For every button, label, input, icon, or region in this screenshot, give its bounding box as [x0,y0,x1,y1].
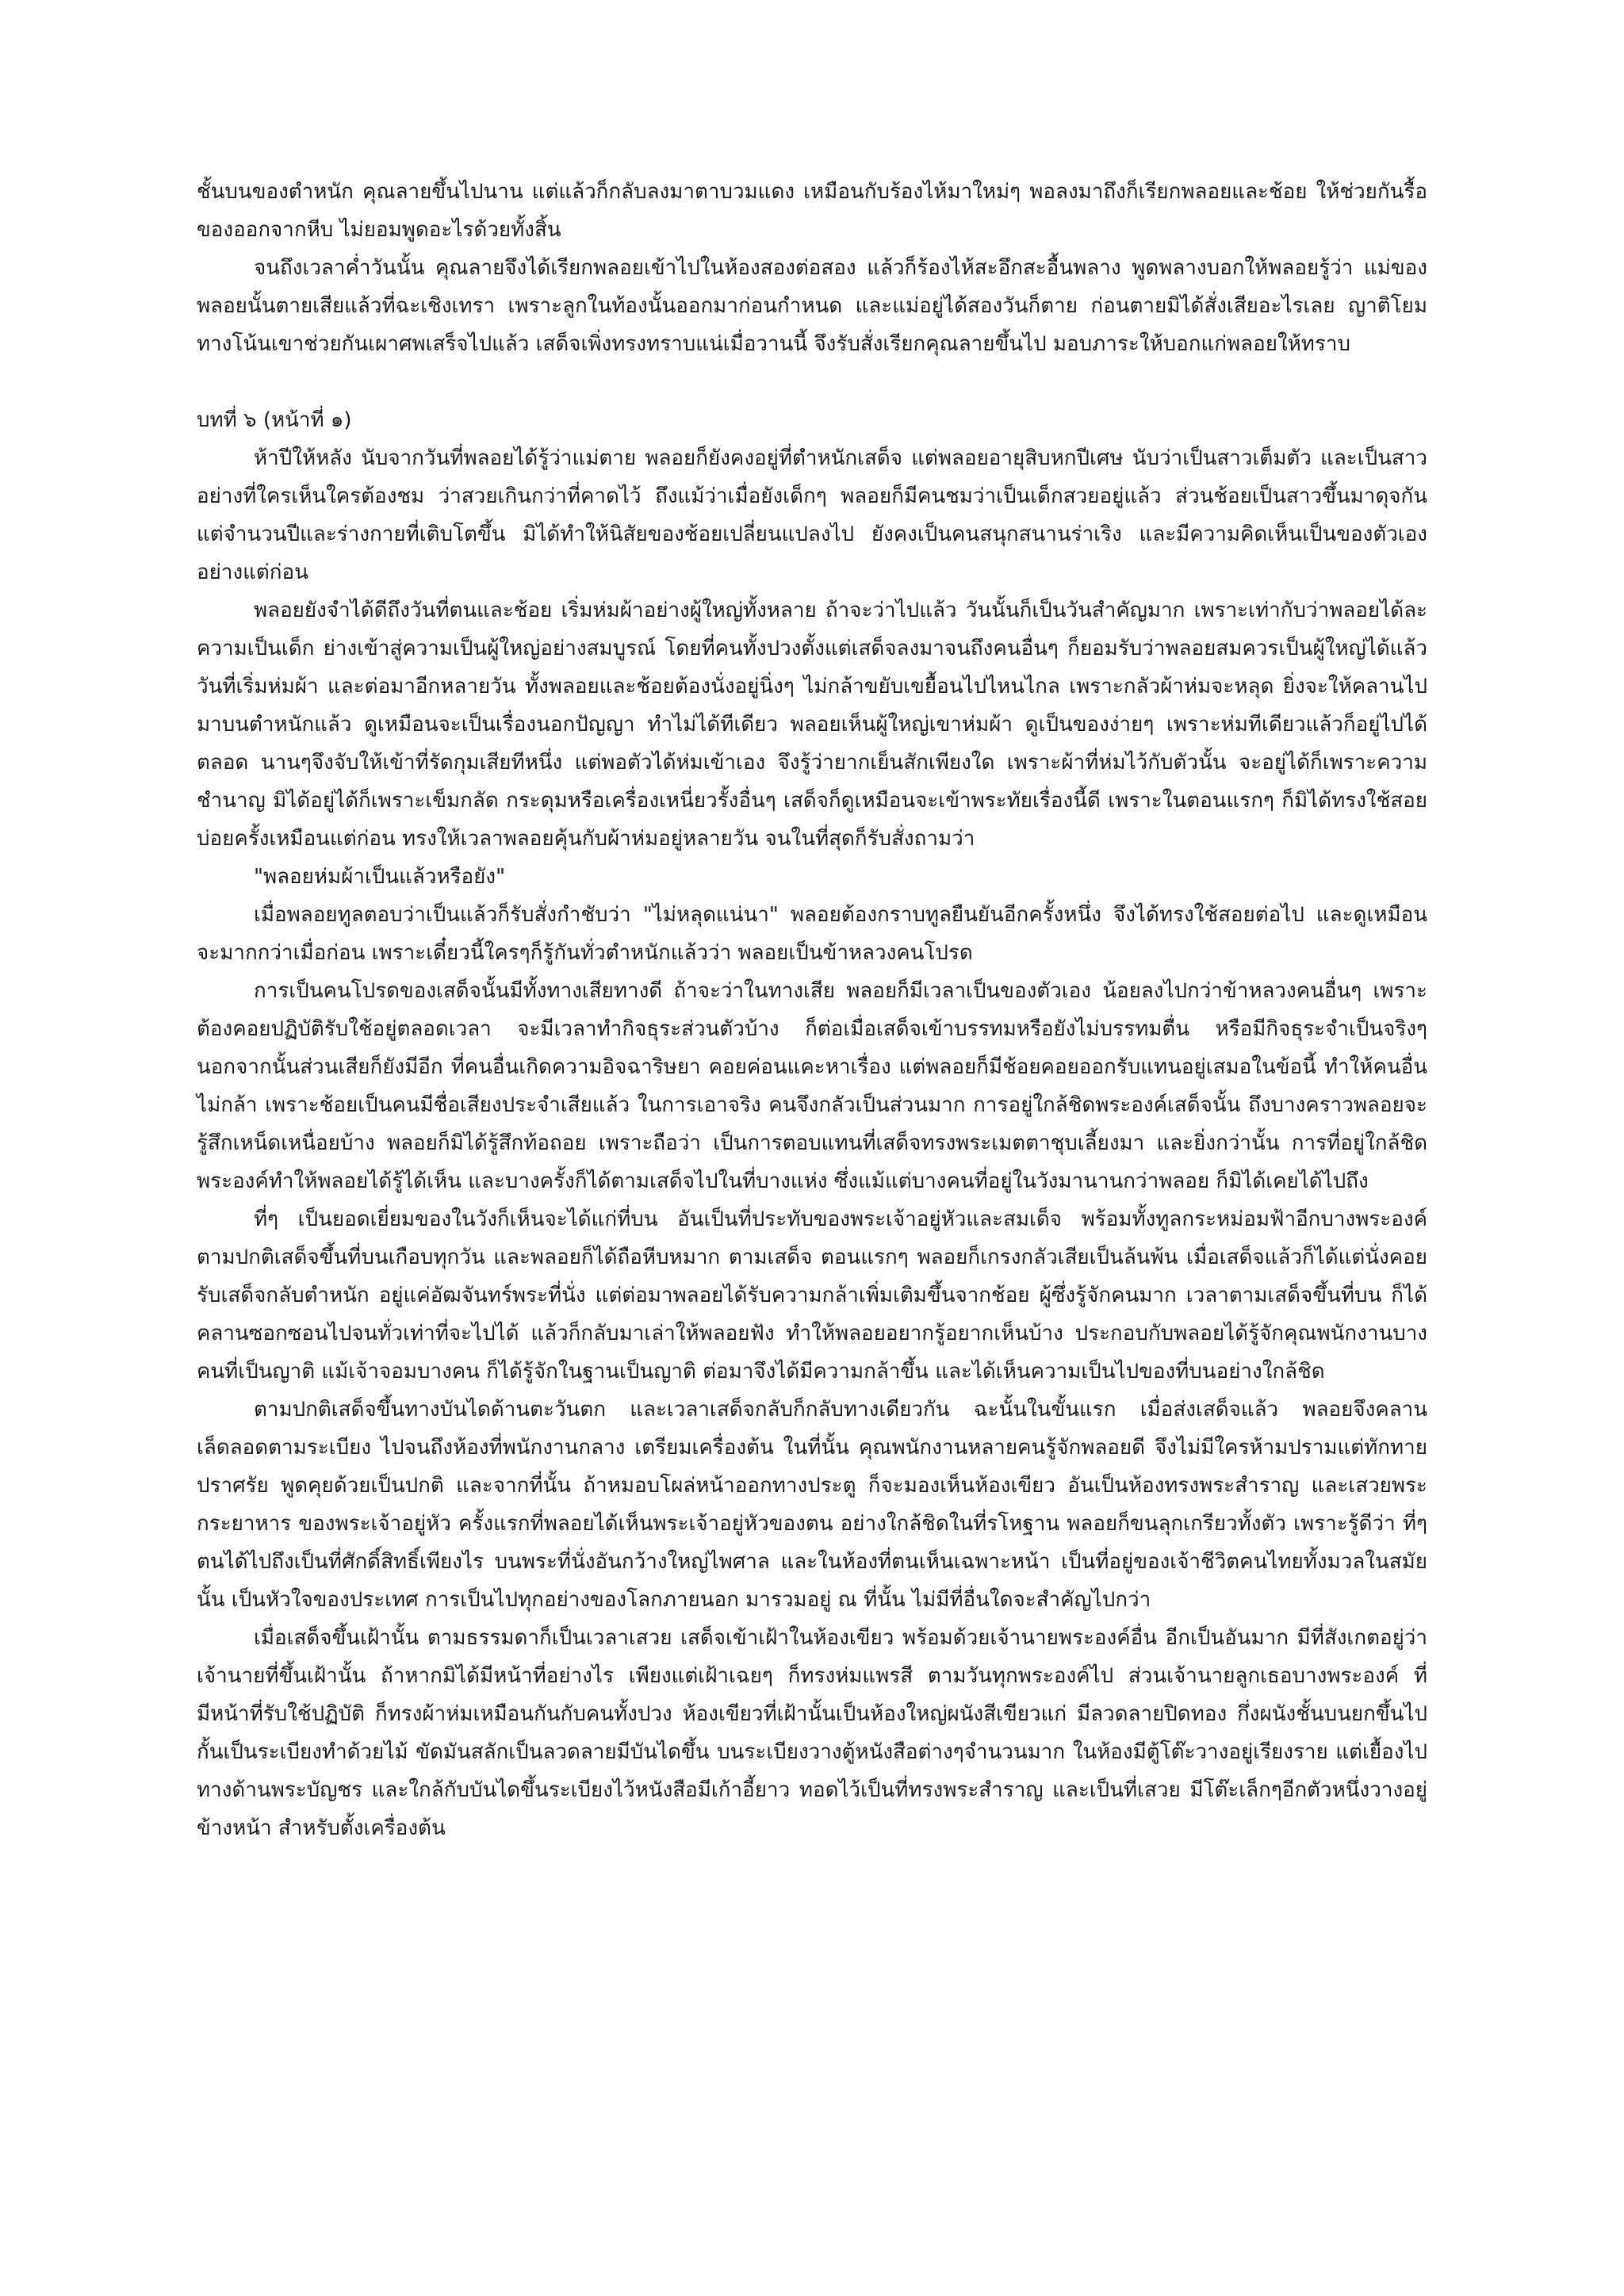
dialogue-line: "พลอยห่มผ้าเป็นแล้วหรือยัง" [254,865,506,889]
document-page [197,173,1427,1847]
paragraph: ตามปกติเสด็จขึ้นทางบันไดด้านตะวันตก และเวลาเสด็จกลับก็กลับทางเดียวกัน ฉะนั้นในขั้นแรก เมื่อส่งเสด็จแล้ว พลอยจึงคลานเล็ดลอดตามระเบียง ไปจนถึงห้องที่พนักงานกลาง เตรียมเครื่องต้น ในที่นั้น คุณพนักงานหลายคนรู้จักพลอยดี จึงไม่มีใครห้ามปรามแต่ทักทายปราศรัย พูดคุยด้วยเป็นปกติ และจากที่นั้น ถ้าหมอบโผล่หน้าออกทางประตู ก็จะมองเห็นห้องเขียว อันเป็นห้องทรงพระสำราญ และเสวยพระกระยาหาร ของพระเจ้าอยู่หัว ครั้งแรกที่พลอยได้เห็นพระเจ้าอยู่หัวของตน อย่างใกล้ชิดในที่รโหฐาน พลอยก็ขนลุกเกรียวทั้งตัว เพราะรู้ดีว่า ที่ๆตนได้ไปถึงเป็นที่ศักดิ์สิทธิ์เพียงไร บนพระที่นั่งอันกว้างใหญ่ไพศาล และในห้องที่ตนเห็นเฉพาะหน้า เป็นที่อยู่ของเจ้าชีวิตคนไทยทั้งมวลในสมัยนั้น เป็นหัวใจของประเทศ การเป็นไปทุกอย่างของโลกภายนอก มารวมอยู่ ณ ที่นั้น ไม่มีที่อื่นใดจะสำคัญไปกว่า [197,1398,1427,1612]
chapter-heading: บทที่ ๖ (หน้าที่ ๑) [197,408,352,432]
paragraph: เมื่อเสด็จขึ้นเฝ้านั้น ตามธรรมดาก็เป็นเวลาเสวย เสด็จเข้าเฝ้าในห้องเขียว พร้อมด้วยเจ้านายพระองค์อื่น อีกเป็นอันมาก มีที่สังเกตอยู่ว่าเจ้านายที่ขึ้นเฝ้านั้น ถ้าหากมิได้มีหน้าที่อย่างไร เพียงแต่เฝ้าเฉยๆ ก็ทรงห่มแพรสี ตามวันทุกพระองค์ไป ส่วนเจ้านายลูกเธอบางพระองค์ ที่มีหน้าที่รับใช้ปฏิบัติ ก็ทรงผ้าห่มเหมือนกันกับคนทั้งปวง ห้องเขียวที่เฝ้านั้นเป็นห้องใหญ่ผนังสีเขียวแก่ มีลวดลายปิดทอง กึ่งผนังชั้นบนยกขึ้นไป กั้นเป็นระเบียงทำด้วยไม้ ขัดมันสลักเป็นลวดลายมีบันไดขึ้น บนระเบียงวางตู้หนังสือต่างๆจำนวนมาก ในห้องมีตู้โต๊ะวางอยู่เรียงราย แต่เยื้องไปทางด้านพระบัญชร และใกล้กับบันไดขึ้นระเบียงไว้หนังสือมีเก้าอี้ยาว ทอดไว้เป็นที่ทรงพระสำราญ และเป็นที่เสวย มีโต๊ะเล็กๆอีกตัวหนึ่งวางอยู่ข้างหน้า สำหรับตั้งเครื่องต้น [197,1626,1427,1840]
paragraph-continuation: ชั้นบนของตำหนัก คุณลายขึ้นไปนาน แต่แล้วก็กลับลงมาตาบวมแดง เหมือนกับร้องไห้มาใหม่ๆ พอลงมาถึงก็เรียกพลอยและช้อย ให้ช่วยกันรื้อของออกจากหีบ ไม่ยอมพูดอะไรด้วยทั้งสิ้น [197,180,1427,242]
paragraph: พลอยยังจำได้ดีถึงวันที่ตนและช้อย เริ่มห่มผ้าอย่างผู้ใหญ่ทั้งหลาย ถ้าจะว่าไปแล้ว วันนั้นก็เป็นวันสำคัญมาก เพราะเท่ากับว่าพลอยได้ละความเป็นเด็ก ย่างเข้าสู่ความเป็นผู้ใหญ่อย่างสมบูรณ์ โดยที่คนทั้งปวงตั้งแต่เสด็จลงมาจนถึงคนอื่นๆ ก็ยอมรับว่าพลอยสมควรเป็นผู้ใหญ่ได้แล้ว วันที่เริ่มห่มผ้า และต่อมาอีกหลายวัน ทั้งพลอยและช้อยต้องนั่งอยู่นิ่งๆ ไม่กล้าขยับเขยื้อนไปไหนไกล เพราะกลัวผ้าห่มจะหลุด ยิ่งจะให้คลานไปมาบนตำหนักแล้ว ดูเหมือนจะเป็นเรื่องนอกปัญญา ทำไม่ได้ทีเดียว พลอยเห็นผู้ใหญ่เขาห่มผ้า ดูเป็นของง่ายๆ เพราะห่มทีเดียวแล้วก็อยู่ไปได้ตลอด นานๆจึงจับให้เข้าที่รัดกุมเสียทีหนึ่ง แต่พอตัวได้ห่มเข้าเอง จึงรู้ว่ายากเย็นสักเพียงใด เพราะผ้าที่ห่มไว้กับตัวนั้น จะอยู่ได้ก็เพราะความชำนาญ มิได้อยู่ได้ก็เพราะเข็มกลัด กระดุมหรือเครื่องเหนี่ยวรั้งอื่นๆ เสด็จก็ดูเหมือนจะเข้าพระทัยเรื่องนี้ดี เพราะในตอนแรกๆ ก็มิได้ทรงใช้สอย บ่อยครั้งเหมือนแต่ก่อน ทรงให้เวลาพลอยคุ้นกับผ้าห่มอยู่หลายวัน จนในที่สุดก็รับสั่งถามว่า [197,599,1427,851]
paragraph: ที่ๆ เป็นยอดเยี่ยมของในวังก็เห็นจะได้แก่ที่บน อันเป็นที่ประทับของพระเจ้าอยู่หัวและสมเด็จ พร้อมทั้งทูลกระหม่อมฟ้าอีกบางพระองค์ ตามปกติเสด็จขึ้นที่บนเกือบทุกวัน และพลอยก็ได้ถือหีบหมาก ตามเสด็จ ตอนแรกๆ พลอยก็เกรงกลัวเสียเป็นล้นพ้น เมื่อเสด็จแล้วก็ได้แต่นั่งคอยรับเสด็จกลับตำหนัก อยู่แค่อัฒจันทร์พระที่นั่ง แต่ต่อมาพลอยได้รับความกล้าเพิ่มเติมขึ้นจากช้อย ผู้ซึ่งรู้จักคนมาก เวลาตามเสด็จขึ้นที่บน ก็ได้คลานซอกซอนไปจนทั่วเท่าที่จะไปได้ แล้วก็กลับมาเล่าให้พลอยฟัง ทำให้พลอยอยากรู้อยากเห็นบ้าง ประกอบกับพลอยได้รู้จักคุณพนักงานบางคนที่เป็นญาติ แม้เจ้าจอมบางคน ก็ได้รู้จักในฐานเป็นญาติ ต่อมาจึงได้มีความกล้าขึ้น และได้เห็นความเป็นไปของที่บนอย่างใกล้ชิด [197,1207,1427,1383]
paragraph: ห้าปีให้หลัง นับจากวันที่พลอยได้รู้ว่าแม่ตาย พลอยก็ยังคงอยู่ที่ตำหนักเสด็จ แต่พลอยอายุสิบหกปีเศษ นับว่าเป็นสาวเต็มตัว และเป็นสาวอย่างที่ใครเห็นใครต้องชม ว่าสวยเกินกว่าที่คาดไว้ ถึงแม้ว่าเมื่อยังเด็กๆ พลอยก็มีคนชมว่าเป็นเด็กสวยอยู่แล้ว ส่วนช้อยเป็นสาวขึ้นมาดุจกัน แต่จำนวนปีและร่างกายที่เติบโตขึ้น มิได้ทำให้นิสัยของช้อยเปลี่ยนแปลงไป ยังคงเป็นคนสนุกสนานร่าเริง และมีความคิดเห็นเป็นของตัวเอง อย่างแต่ก่อน [197,446,1427,584]
paragraph: การเป็นคนโปรดของเสด็จนั้นมีทั้งทางเสียทางดี ถ้าจะว่าในทางเสีย พลอยก็มีเวลาเป็นของตัวเอง น้อยลงไปกว่าข้าหลวงคนอื่นๆ เพราะต้องคอยปฏิบัติรับใช้อยู่ตลอดเวลา จะมีเวลาทำกิจธุระส่วนตัวบ้าง ก็ต่อเมื่อเสด็จเข้าบรรทมหรือยังไม่บรรทมตื่น หรือมีกิจธุระจำเป็นจริงๆ นอกจากนั้นส่วนเสียก็ยังมีอีก ที่คนอื่นเกิดความอิจฉาริษยา คอยค่อนแคะหาเรื่อง แต่พลอยก็มีช้อยคอยออกรับแทนอยู่เสมอในข้อนี้ ทำให้คนอื่นไม่กล้า เพราะช้อยเป็นคนมีชื่อเสียงประจำเสียแล้ว ในการเอาจริง คนจึงกลัวเป็นส่วนมาก การอยู่ใกล้ชิดพระองค์เสด็จนั้น ถึงบางคราวพลอยจะรู้สึกเหน็ดเหนื่อยบ้าง พลอยก็มิได้รู้สึกท้อถอย เพราะถือว่า เป็นการตอบแทนที่เสด็จทรงพระเมตตาชุบเลี้ยงมา และยิ่งกว่านั้น การที่อยู่ใกล้ชิดพระองค์ทำให้พลอยได้รู้ได้เห็น และบางครั้งก็ได้ตามเสด็จไปในที่บางแห่ง ซึ่งแม้แต่บางคนที่อยู่ในวังมานานกว่าพลอย ก็มิได้เคยได้ไปถึง [197,979,1427,1193]
paragraph: จนถึงเวลาค่ำวันนั้น คุณลายจึงได้เรียกพลอยเข้าไปในห้องสองต่อสอง แล้วก็ร้องไห้สะอึกสะอื้นพลาง พูดพลางบอกให้พลอยรู้ว่า แม่ของพลอยนั้นตายเสียแล้วที่ฉะเชิงเทรา เพราะลูกในท้องนั้นออกมาก่อนกำหนด และแม่อยู่ได้สองวันก็ตาย ก่อนตายมิได้สั่งเสียอะไรเลย ญาติโยมทางโน้นเขาช่วยกันเผาศพเสร็จไปแล้ว เสด็จเพิ่งทรงทราบแน่เมื่อวานนี้ จึงรับสั่งเรียกคุณลายขึ้นไป มอบภาระให้บอกแก่พลอยให้ทราบ [197,256,1427,356]
paragraph: เมื่อพลอยทูลตอบว่าเป็นแล้วก็รับสั่งกำชับว่า "ไม่หลุดแน่นา" พลอยต้องกราบทูลยืนยันอีกครั้งหนึ่ง จึงได้ทรงใช้สอยต่อไป และดูเหมือนจะมากกว่าเมื่อก่อน เพราะเดี๋ยวนี้ใครๆก็รู้กันทั่วตำหนักแล้วว่า พลอยเป็นข้าหลวงคนโปรด [197,903,1427,965]
